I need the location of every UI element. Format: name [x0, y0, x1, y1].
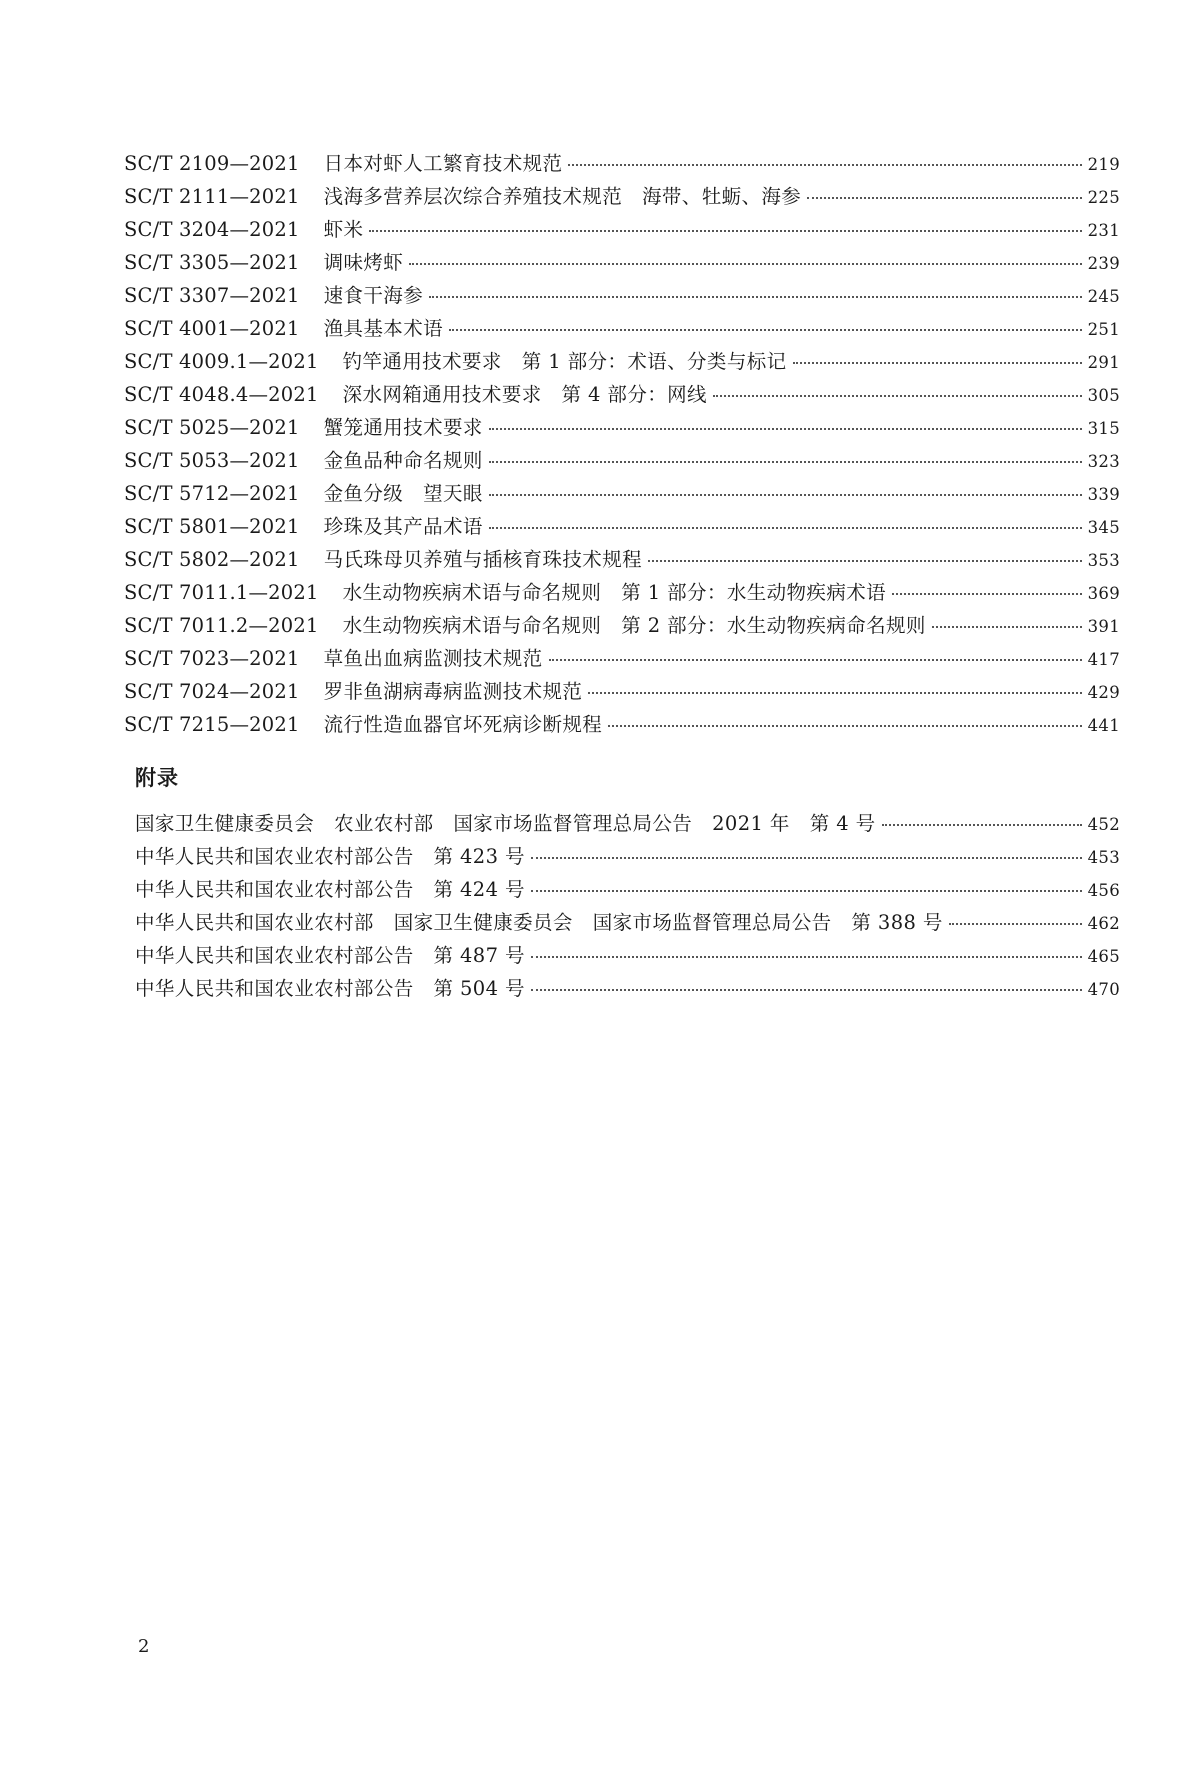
appendix-heading: 附录: [135, 766, 179, 790]
standard-code: SC/T 5712—2021: [124, 482, 300, 505]
toc-entry: [124, 445, 1120, 478]
toc-entry: [124, 610, 1120, 643]
toc-entry: [124, 676, 1120, 709]
entry-page: 231: [1087, 221, 1120, 240]
entry-page: 452: [1087, 815, 1120, 834]
entry-title: 金鱼分级 望天眼: [323, 482, 483, 505]
entry-page: 417: [1087, 650, 1120, 669]
dot-leader: [449, 328, 1082, 331]
toc-entry: [124, 181, 1120, 214]
dot-leader: [531, 988, 1082, 991]
entry-title: 深水网箱通用技术要求 第 4 部分：网线: [342, 383, 707, 406]
entry-page: 465: [1087, 947, 1120, 966]
appendix-entry: [135, 841, 1120, 874]
appendix-entry: [135, 907, 1120, 940]
toc-list: [124, 148, 1120, 742]
entry-page: 219: [1087, 155, 1120, 174]
dot-leader: [882, 823, 1082, 826]
entry-title: 中华人民共和国农业农村部公告 第 487 号: [135, 944, 525, 967]
entry-page: 225: [1087, 188, 1120, 207]
dot-leader: [409, 262, 1081, 265]
dot-leader: [568, 163, 1081, 166]
toc-entry: [124, 346, 1120, 379]
standard-code: SC/T 3307—2021: [124, 284, 300, 307]
dot-leader: [489, 460, 1082, 463]
standard-code: SC/T 7215—2021: [124, 713, 300, 736]
entry-page: 323: [1087, 452, 1120, 471]
dot-leader: [549, 658, 1082, 661]
standard-code: SC/T 3204—2021: [124, 218, 300, 241]
entry-title: 草鱼出血病监测技术规范: [323, 647, 543, 670]
entry-page: 339: [1087, 485, 1120, 504]
standard-code: SC/T 5801—2021: [124, 515, 300, 538]
dot-leader: [608, 724, 1081, 727]
entry-page: 291: [1087, 353, 1120, 372]
entry-title: 蟹笼通用技术要求: [323, 416, 483, 439]
toc-entry: [124, 544, 1120, 577]
dot-leader: [489, 526, 1082, 529]
entry-title: 渔具基本术语: [323, 317, 444, 340]
page-number: 2: [138, 1636, 150, 1657]
entry-title: 国家卫生健康委员会 农业农村部 国家市场监督管理总局公告 2021 年 第 4 号: [135, 812, 876, 835]
entry-page: 456: [1087, 881, 1120, 900]
entry-title: 金鱼品种命名规则: [323, 449, 483, 472]
entry-page: 305: [1087, 386, 1120, 405]
standard-code: SC/T 3305—2021: [124, 251, 300, 274]
standard-code: SC/T 2111—2021: [124, 185, 300, 208]
entry-page: 369: [1087, 584, 1120, 603]
entry-title: 日本对虾人工繁育技术规范: [323, 152, 563, 175]
entry-page: 429: [1087, 683, 1120, 702]
entry-page: 462: [1087, 914, 1120, 933]
entry-page: 391: [1087, 617, 1120, 636]
dot-leader: [531, 889, 1082, 892]
entry-title: 调味烤虾: [323, 251, 404, 274]
toc-entry: [124, 247, 1120, 280]
dot-leader: [648, 559, 1082, 562]
entry-page: 453: [1087, 848, 1120, 867]
dot-leader: [949, 922, 1082, 925]
toc-entry: [124, 214, 1120, 247]
appendix-entry: [135, 973, 1120, 1006]
entry-title: 速食干海参: [323, 284, 424, 307]
dot-leader: [807, 196, 1081, 199]
toc-entry: [124, 709, 1120, 742]
toc-entry: [124, 280, 1120, 313]
dot-leader: [429, 295, 1081, 298]
toc-entry: [124, 643, 1120, 676]
appendix-entry: [135, 874, 1120, 907]
entry-title: 中华人民共和国农业农村部公告 第 504 号: [135, 977, 525, 1000]
entry-title: 流行性造血器官坏死病诊断规程: [323, 713, 603, 736]
standard-code: SC/T 4001—2021: [124, 317, 300, 340]
entry-title: 水生动物疾病术语与命名规则 第 2 部分：水生动物疾病命名规则: [342, 614, 926, 637]
appendix-entry: [135, 940, 1120, 973]
entry-title: 浅海多营养层次综合养殖技术规范 海带、牡蛎、海参: [323, 185, 802, 208]
toc-entry: [124, 511, 1120, 544]
toc-entry: [124, 379, 1120, 412]
dot-leader: [531, 856, 1082, 859]
dot-leader: [932, 625, 1082, 628]
standard-code: SC/T 4009.1—2021: [124, 350, 319, 373]
toc-entry: [124, 148, 1120, 181]
entry-page: 353: [1087, 551, 1120, 570]
standard-code: SC/T 7023—2021: [124, 647, 300, 670]
entry-title: 中华人民共和国农业农村部 国家卫生健康委员会 国家市场监督管理总局公告 第 388 号: [135, 911, 943, 934]
standard-code: SC/T 7011.2—2021: [124, 614, 319, 637]
entry-title: 罗非鱼湖病毒病监测技术规范: [323, 680, 583, 703]
entry-title: 珍珠及其产品术语: [323, 515, 483, 538]
entry-title: 水生动物疾病术语与命名规则 第 1 部分：水生动物疾病术语: [342, 581, 887, 604]
standard-code: SC/T 7024—2021: [124, 680, 300, 703]
entry-title: 钓竿通用技术要求 第 1 部分：术语、分类与标记: [342, 350, 787, 373]
appendix-list: [135, 808, 1120, 1006]
dot-leader: [892, 592, 1082, 595]
standard-code: SC/T 5025—2021: [124, 416, 300, 439]
dot-leader: [489, 493, 1082, 496]
entry-page: 441: [1087, 716, 1120, 735]
dot-leader: [713, 394, 1082, 397]
entry-title: 虾米: [323, 218, 364, 241]
entry-page: 470: [1087, 980, 1120, 999]
dot-leader: [489, 427, 1082, 430]
entry-page: 315: [1087, 419, 1120, 438]
entry-page: 239: [1087, 254, 1120, 273]
toc-entry: [124, 478, 1120, 511]
entry-title: 马氏珠母贝养殖与插核育珠技术规程: [323, 548, 643, 571]
entry-title: 中华人民共和国农业农村部公告 第 424 号: [135, 878, 525, 901]
entry-title: 中华人民共和国农业农村部公告 第 423 号: [135, 845, 525, 868]
appendix-entry: [135, 808, 1120, 841]
dot-leader: [588, 691, 1081, 694]
standard-code: SC/T 4048.4—2021: [124, 383, 319, 406]
toc-entry: [124, 412, 1120, 445]
entry-page: 345: [1087, 518, 1120, 537]
dot-leader: [369, 229, 1081, 232]
standard-code: SC/T 5802—2021: [124, 548, 300, 571]
standard-code: SC/T 7011.1—2021: [124, 581, 319, 604]
toc-entry: [124, 313, 1120, 346]
dot-leader: [793, 361, 1082, 364]
standard-code: SC/T 2109—2021: [124, 152, 300, 175]
dot-leader: [531, 955, 1082, 958]
toc-entry: [124, 577, 1120, 610]
standard-code: SC/T 5053—2021: [124, 449, 300, 472]
entry-page: 245: [1087, 287, 1120, 306]
entry-page: 251: [1087, 320, 1120, 339]
